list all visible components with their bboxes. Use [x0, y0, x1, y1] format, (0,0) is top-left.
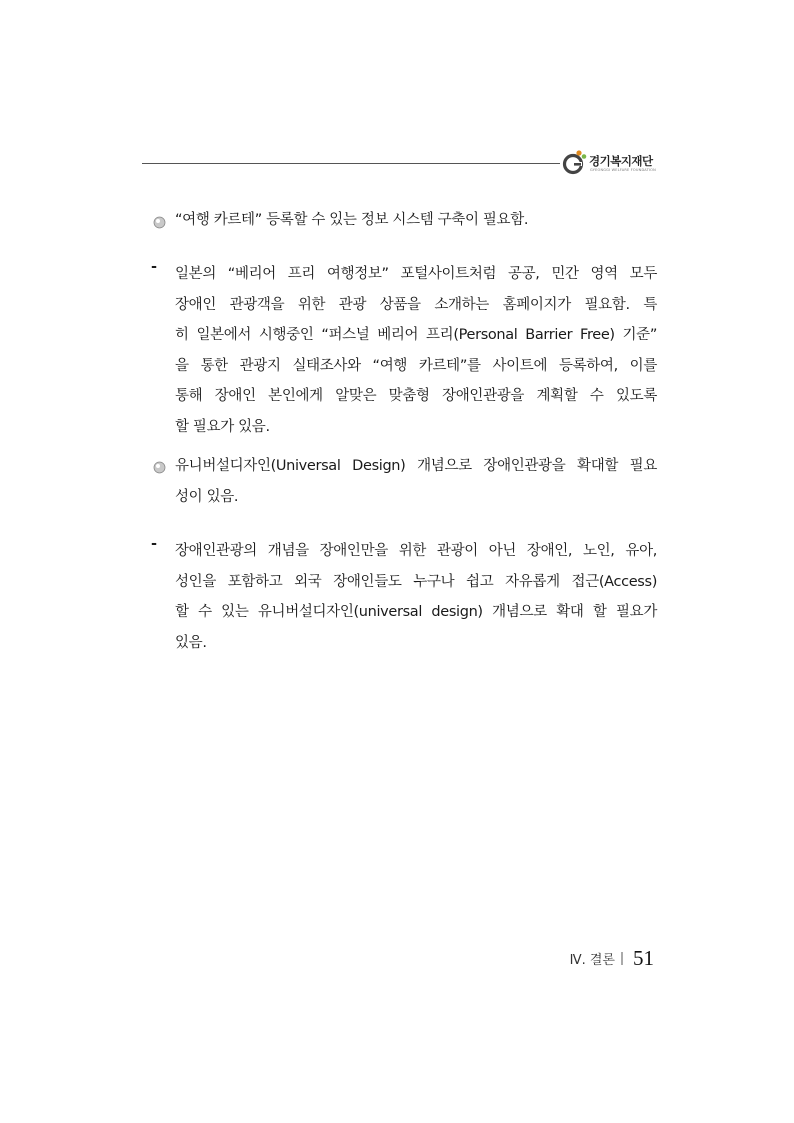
- dash-item-2: [145, 259, 657, 442]
- text-line: 할 수 있는 유니버설디자인(universal design) 개념으로 확대 할 필요가: [175, 604, 657, 620]
- text-line: “여행 카르테” 등록할 수 있는 정보 시스템 구축이 필요함.: [175, 212, 529, 228]
- logo-emblem-icon: [562, 148, 588, 176]
- text-line: 통해 장애인 본인에게 알맞은 맞춤형 장애인관광을 계획할 수 있도록: [175, 388, 657, 404]
- logo-subtitle: GYEONGGI WELFARE FOUNDATION: [590, 168, 656, 172]
- bullet-item-1: [145, 205, 657, 236]
- page-footer: [570, 946, 654, 976]
- dash-item-4: [145, 536, 657, 658]
- footer-section-title: Ⅳ. 결론: [569, 953, 615, 968]
- text-line: 할 필요가 있음.: [175, 418, 270, 435]
- dash-marker: -: [151, 259, 157, 275]
- text-line: 을 통한 관광지 실태조사와 “여행 카르테”를 사이트에 등록하여, 이를: [175, 357, 657, 374]
- text-line: 성인을 포함하고 외국 장애인들도 누구나 쉽고 자유롭게 접근(Access): [175, 573, 657, 590]
- dash-marker: -: [151, 536, 157, 552]
- page-number: 51: [633, 946, 654, 970]
- footer-separator: [621, 952, 623, 965]
- text-line: 유니버설디자인(Universal Design) 개념으로 장애인관광을 확대할 필요: [175, 458, 657, 474]
- text-line: 히 일본에서 시행중인 “퍼스널 베리어 프리(Personal Barrier Free) 기준”: [175, 327, 657, 343]
- text-line: 장애인 관광객을 위한 관광 상품을 소개하는 홈페이지가 필요함. 특: [175, 296, 657, 313]
- logo-name: 경기복지재단: [589, 154, 653, 168]
- text-line: 일본의 “베리어 프리 여행정보” 포털사이트처럼 공공, 민간 영역 모두: [175, 266, 657, 282]
- foundation-logo: [562, 148, 662, 178]
- text-line: 장애인관광의 개념을 장애인만을 위한 관광이 아닌 장애인, 노인, 유아,: [175, 543, 657, 559]
- text-line: 있음.: [175, 634, 207, 651]
- bullet-item-3: [145, 451, 657, 512]
- text-line: 성이 있음.: [175, 488, 239, 505]
- header-rule: [142, 163, 560, 164]
